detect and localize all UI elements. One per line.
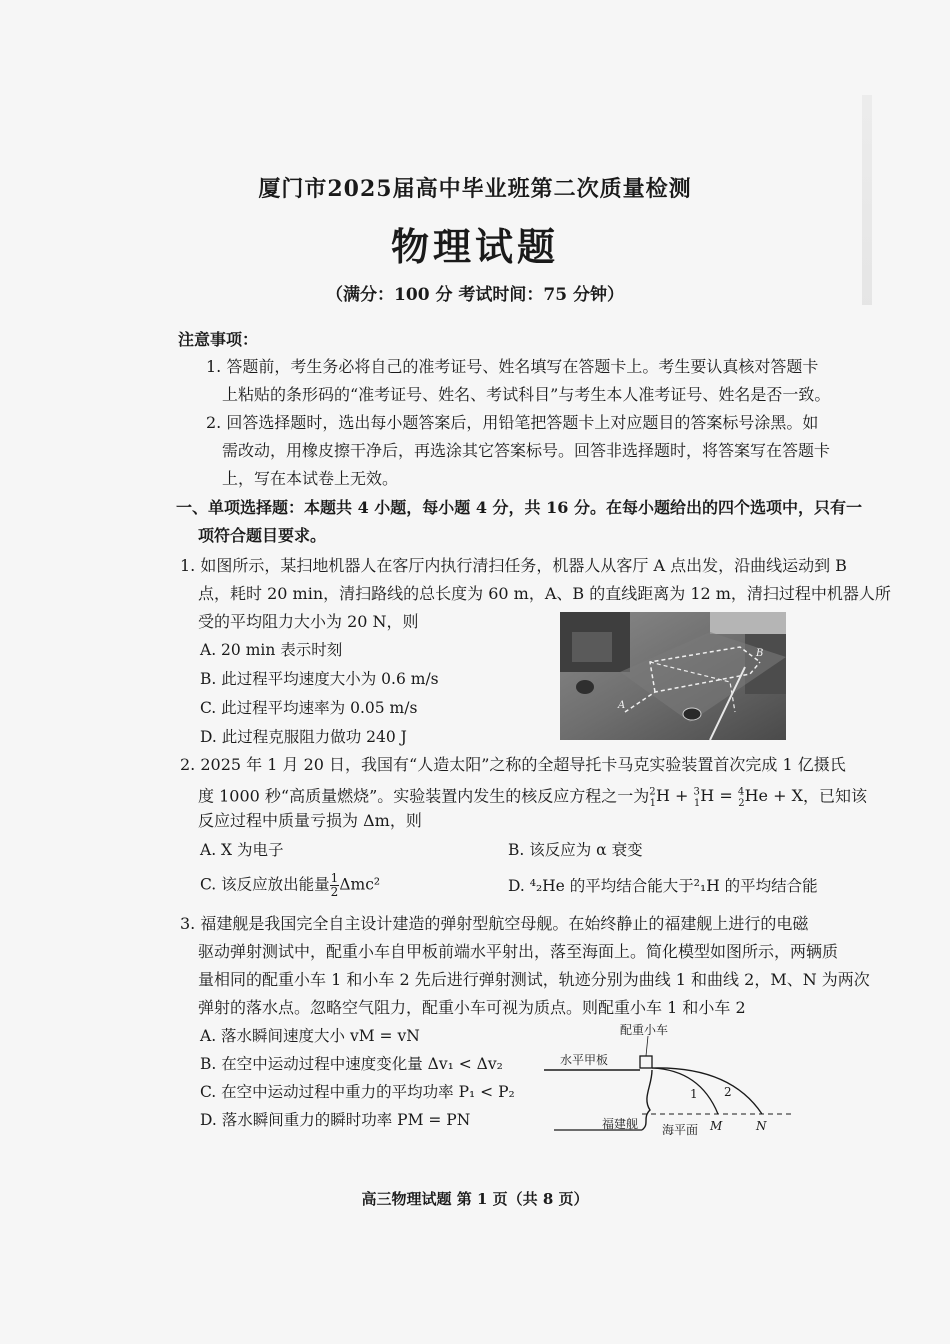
photo-label-a: A — [618, 700, 626, 711]
deck-label: 水平甲板 — [560, 1053, 609, 1067]
weight-car-box — [640, 1056, 652, 1068]
q3-stem: 弹射的落水点。忽略空气阻力，配重小车可视为质点。则配重小车 1 和小车 2 — [198, 998, 746, 1017]
exam-name: 厦门市2025届高中毕业班第二次质量检测 — [258, 176, 692, 202]
ship-label: 福建舰 — [602, 1117, 639, 1131]
section-heading-cont: 项符合题目要求。 — [198, 526, 327, 545]
photo-label-b: B — [756, 648, 764, 659]
q1-option-a: A. 20 min 表示时刻 — [200, 641, 343, 659]
robot-room-photo — [560, 612, 786, 740]
q2-option-a: A. X 为电子 — [200, 841, 284, 859]
q3-stem: 3. 福建舰是我国完全自主设计建造的弹射型航空母舰。在始终静止的福建舰上进行的电磁 — [180, 914, 809, 933]
q1-option-d: D. 此过程克服阻力做功 240 J — [200, 728, 407, 746]
point-n-label: N — [756, 1119, 767, 1133]
notice-line: 上粘贴的条形码的“准考证号、姓名、考试科目”与考生本人准考证号、姓名是否一致。 — [222, 385, 831, 404]
notice-line: 1. 答题前，考生务必将自己的准考证号、姓名填写在答题卡上。考生要认真核对答题卡 — [206, 357, 819, 376]
q2-option-c: C. 该反应放出能量 $\frac{1}{2}$ Δmc² — [200, 871, 381, 899]
fraction-one-half: $\frac{1}{2}$ — [330, 871, 339, 899]
notice-line: 需改动，用橡皮擦干净后，再选涂其它答案标号。回答非选择题时，将答案写在答题卡 — [222, 441, 831, 460]
nuclear-equation: $^2_1$H + $^3_1$H = $^4_2$He + X — [649, 786, 803, 809]
q3-option-d: D. 落水瞬间重力的瞬时功率 PM = PN — [200, 1111, 471, 1129]
exam-meta: （满分：100 分 考试时间：75 分钟） — [326, 285, 624, 305]
q3-option-b: B. 在空中运动过程中速度变化量 Δv₁ < Δv₂ — [200, 1055, 503, 1073]
q1-stem: 受的平均阻力大小为 20 N，则 — [198, 612, 419, 631]
q1-stem: 点，耗时 20 min，清扫路线的总长度为 60 m，A、B 的直线距离为 12 m，清扫过程中机器人所 — [198, 584, 891, 603]
point-m-label: M — [710, 1119, 723, 1133]
page-footer: 高三物理试题 第 1 页（共 8 页） — [361, 1190, 589, 1208]
q3-stem: 量相同的配重小车 1 和小车 2 先后进行弹射测试，轨迹分别为曲线 1 和曲线 2，M、N 为两次 — [198, 970, 870, 989]
sea-label: 海平面 — [662, 1123, 699, 1137]
q3-option-a: A. 落水瞬间速度大小 vM = vN — [200, 1027, 420, 1045]
q1-option-b: B. 此过程平均速度大小为 0.6 m/s — [200, 670, 439, 688]
q2-stem: 2. 2025 年 1 月 20 日，我国有“人造太阳”之称的全超导托卡马克实验装置首次完成 1 亿摄氏 — [180, 755, 846, 774]
launch-diagram — [530, 1018, 800, 1140]
notice-line: 上，写在本试卷上无效。 — [222, 469, 399, 488]
q3-option-c: C. 在空中运动过程中重力的平均功率 P₁ < P₂ — [200, 1083, 515, 1101]
curve-2-label: 2 — [724, 1085, 732, 1099]
notice-line: 2. 回答选择题时，选出每小题答案后，用铅笔把答题卡上对应题目的答案标号涂黑。如 — [206, 413, 819, 432]
q2-stem: 反应过程中质量亏损为 Δm，则 — [198, 811, 422, 830]
q1-stem: 1. 如图所示，某扫地机器人在客厅内执行清扫任务，机器人从客厅 A 点出发，沿曲线运动到 B — [180, 556, 847, 575]
section-heading: 一、单项选择题：本题共 4 小题，每小题 4 分，共 16 分。在每小题给出的四个选项中，只有一 — [176, 498, 862, 517]
trajectory-2 — [652, 1068, 762, 1114]
curve-1-label: 1 — [690, 1087, 698, 1101]
subject-title: 物理试题 — [390, 224, 559, 269]
ship-bow-line — [642, 1070, 652, 1130]
q2-stem: 度 1000 秒“高质量燃烧”。实验装置内发生的核反应方程之一为$^2_1$H + $^3_1$H = $^4_2$He + X，已知该 — [198, 786, 867, 809]
q2-option-d: D. ⁴₂He 的平均结合能大于²₁H 的平均结合能 — [508, 877, 818, 895]
q3-stem: 驱动弹射测试中，配重小车自甲板前端水平射出，落至海面上。简化模型如图所示，两辆质 — [198, 942, 839, 961]
q1-option-c: C. 此过程平均速率为 0.05 m/s — [200, 699, 418, 717]
notice-heading: 注意事项： — [178, 330, 259, 349]
car-label: 配重小车 — [620, 1023, 669, 1037]
q2-option-b: B. 该反应为 α 衰变 — [508, 841, 643, 859]
